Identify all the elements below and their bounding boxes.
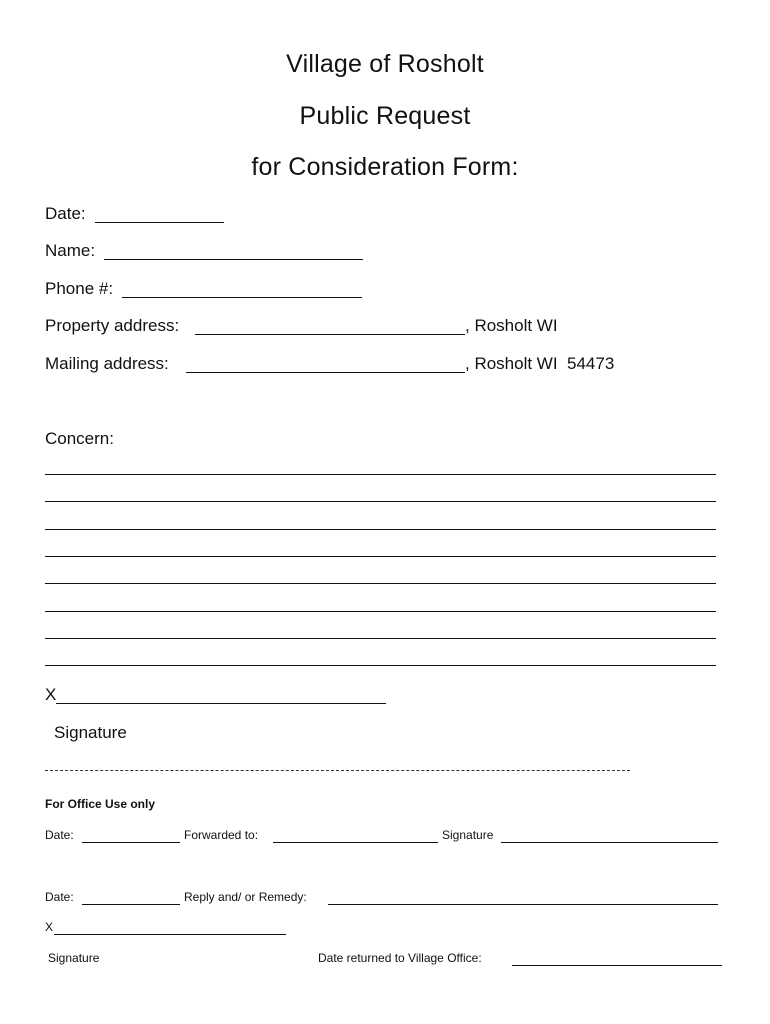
office-x-mark: X bbox=[45, 920, 54, 934]
forwarded-to-field[interactable] bbox=[273, 842, 438, 843]
office-signature-field[interactable] bbox=[501, 842, 718, 843]
signature-field[interactable] bbox=[56, 703, 386, 704]
concern-line[interactable] bbox=[45, 529, 716, 530]
office-sig-label: Signature bbox=[48, 951, 100, 965]
date-field[interactable] bbox=[95, 222, 224, 223]
property-address-field[interactable] bbox=[195, 334, 465, 335]
reply-remedy-label: Reply and/ or Remedy: bbox=[184, 890, 307, 904]
signature-x-mark: X bbox=[45, 685, 57, 704]
form-title-line-3: for Consideration Form: bbox=[251, 153, 519, 181]
form-title-line-1: Village of Rosholt bbox=[286, 50, 484, 78]
concern-line[interactable] bbox=[45, 583, 716, 584]
office-x-signature-field[interactable] bbox=[54, 934, 286, 935]
phone-field[interactable] bbox=[122, 297, 362, 298]
concern-line[interactable] bbox=[45, 474, 716, 475]
mailing-address-suffix: , Rosholt WI 54473 bbox=[465, 354, 615, 373]
concern-line[interactable] bbox=[45, 611, 716, 612]
name-label: Name: bbox=[45, 241, 96, 260]
mailing-address-field[interactable] bbox=[186, 372, 465, 373]
date-label: Date: bbox=[45, 204, 86, 223]
reply-remedy-field[interactable] bbox=[328, 904, 718, 905]
date-returned-label: Date returned to Village Office: bbox=[318, 951, 482, 965]
date-returned-field[interactable] bbox=[512, 965, 722, 966]
phone-label: Phone #: bbox=[45, 279, 114, 298]
office-signature-label: Signature bbox=[442, 828, 494, 842]
concern-line[interactable] bbox=[45, 638, 716, 639]
concern-label: Concern: bbox=[45, 429, 114, 448]
reply-date-label: Date: bbox=[45, 890, 74, 904]
reply-date-field[interactable] bbox=[82, 904, 180, 905]
concern-line[interactable] bbox=[45, 556, 716, 557]
property-address-suffix: , Rosholt WI bbox=[465, 316, 558, 335]
signature-label: Signature bbox=[54, 723, 127, 742]
office-separator bbox=[45, 770, 630, 771]
name-field[interactable] bbox=[104, 259, 363, 260]
office-date-label: Date: bbox=[45, 828, 74, 842]
office-use-heading: For Office Use only bbox=[45, 797, 156, 811]
concern-line[interactable] bbox=[45, 501, 716, 502]
forwarded-to-label: Forwarded to: bbox=[184, 828, 259, 842]
office-date-field[interactable] bbox=[82, 842, 180, 843]
property-address-label: Property address: bbox=[45, 316, 180, 335]
mailing-address-label: Mailing address: bbox=[45, 354, 169, 373]
concern-line[interactable] bbox=[45, 665, 716, 666]
form-title-line-2: Public Request bbox=[299, 102, 471, 130]
